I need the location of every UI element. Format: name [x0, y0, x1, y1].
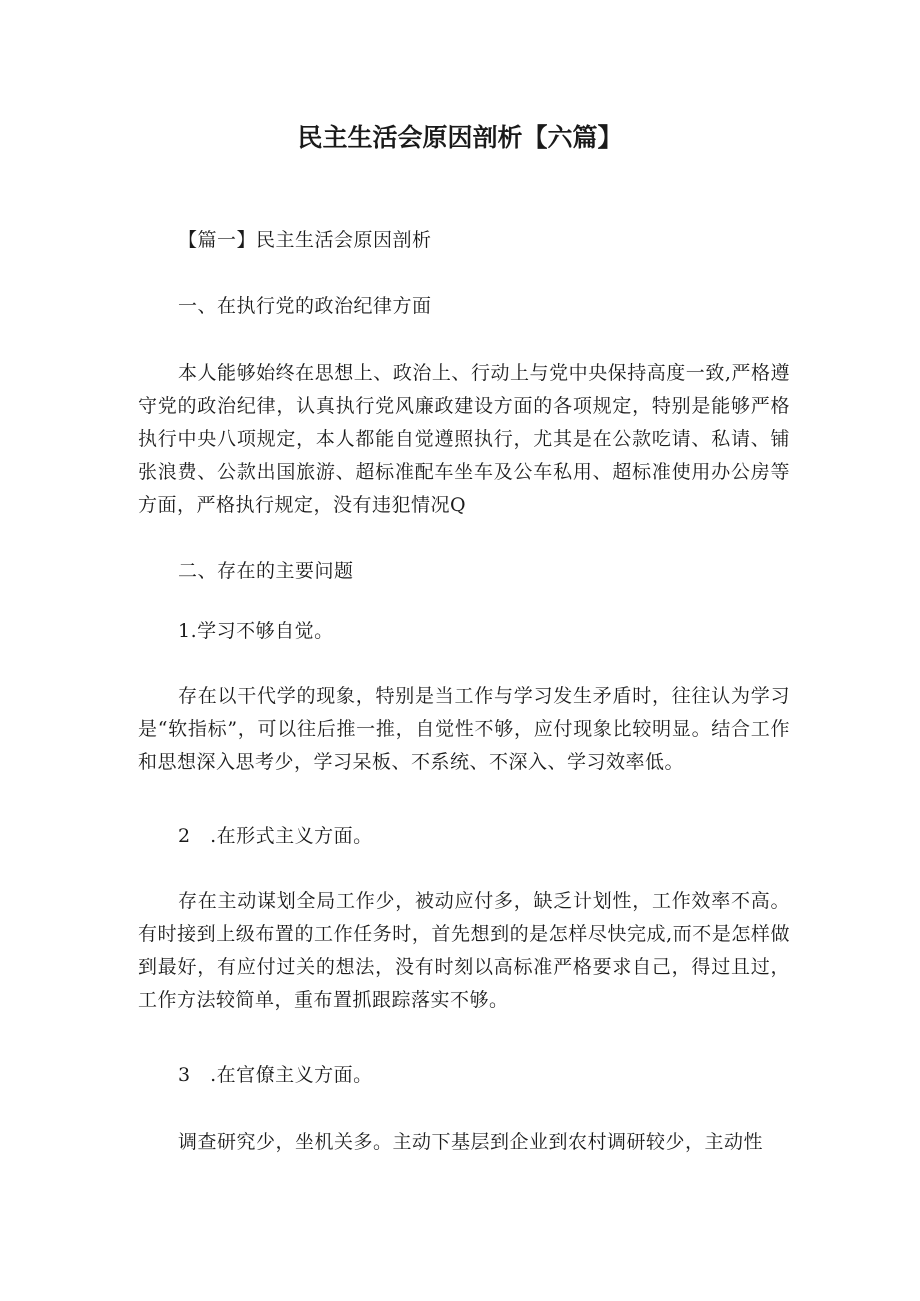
document-title: 民主生活会原因剖析【六篇】 — [297, 123, 623, 152]
item2-paragraph: 存在主动谋划全局工作少，被动应付多，缺乏计划性，工作效率不高。有时接到上级布置的工作任务时，首先想到的是怎样尽快完成,而不是怎样做到最好，有应付过关的想法，没有时刻以高标准严格要求自己，得过且过，工作方法较简单，重布置抓跟踪落实不够。 — [138, 890, 790, 1011]
item3-heading: 3 .在官僚主义方面。 — [178, 1064, 373, 1086]
item1-paragraph: 存在以干代学的现象，特别是当工作与学习发生矛盾时，往往认为学习是“软指标”，可以往后推一推，自觉性不够，应付现象比较明显。结合工作和思想深入思考少，学习呆板、不系统、不深入、学习效率低。 — [138, 685, 790, 773]
part-one-heading: 一、在执行党的政治纪律方面 — [178, 295, 432, 317]
section-heading: 【篇一】民主生活会原因剖析 — [178, 229, 432, 251]
part-two-heading: 二、存在的主要问题 — [178, 560, 354, 582]
item1-heading: 1.学习不够自觉。 — [178, 620, 334, 642]
part-one-paragraph: 本人能够始终在思想上、政治上、行动上与党中央保持高度一致,严格遵守党的政治纪律，认真执行党风廉政建设方面的各项规定，特别是能够严格执行中央八项规定，本人都能自觉遵照执行，尤其是在公款吃请、私请、铺张浪费、公款出国旅游、超标准配车坐车及公车私用、超标准使用办公房等方面，严格执行规定，没有违犯情况Q — [138, 362, 790, 516]
item2-heading: 2 .在形式主义方面。 — [178, 825, 373, 847]
item3-paragraph: 调查研究少，坐机关多。主动下基层到企业到农村调研较少，主动性 — [178, 1131, 764, 1153]
